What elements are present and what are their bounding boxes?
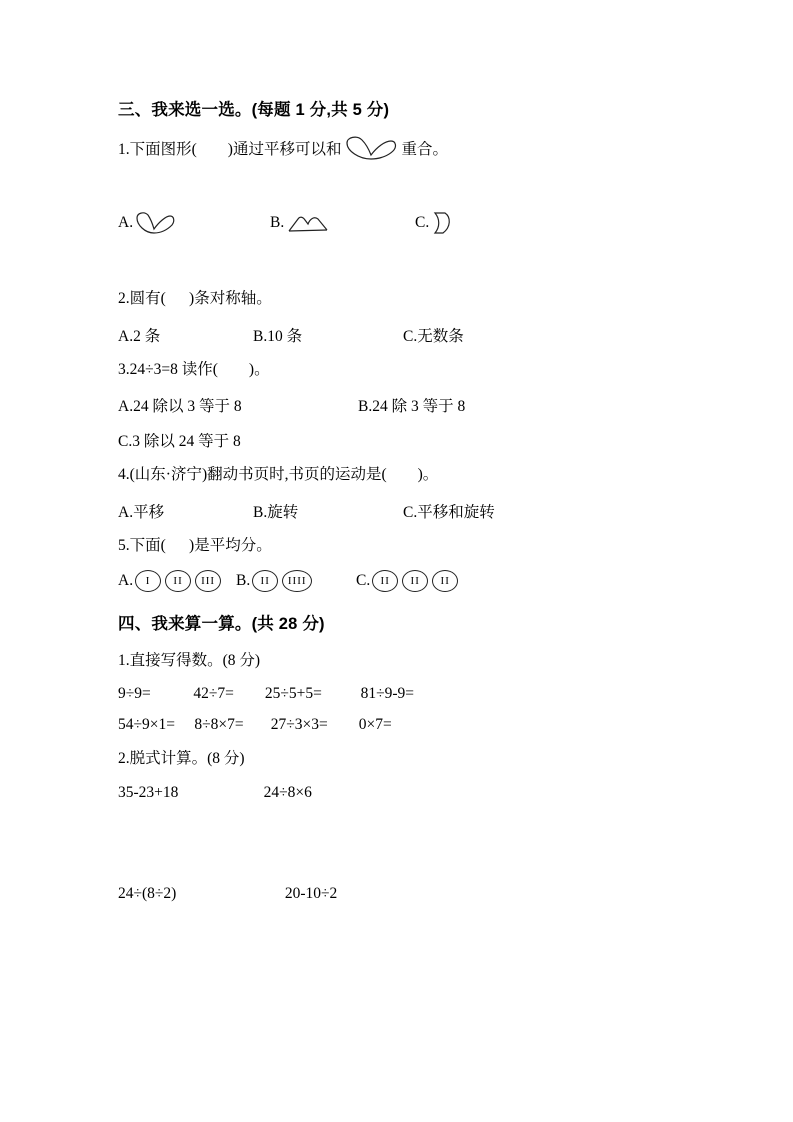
cloud-outline-icon xyxy=(286,175,330,271)
question-3-3: 3.24÷3=8 读作( )。 xyxy=(118,360,270,378)
heart-outline-icon xyxy=(135,175,175,271)
option-a[interactable] xyxy=(118,570,236,592)
section-4-heading: 四、我来算一算。(共 28 分) xyxy=(118,615,325,634)
tally-pill: II xyxy=(432,570,458,592)
question-4-1-row-2: 54÷9×1= 8÷8×7= 27÷3×3= 0×7= xyxy=(118,716,392,734)
option-c[interactable] xyxy=(356,570,458,592)
option-c-label: C. xyxy=(415,214,430,232)
option-c-label: C. xyxy=(356,572,371,590)
heart-outline-icon xyxy=(345,135,397,161)
question-3-1 xyxy=(118,135,675,161)
option-b[interactable]: B.24 除 3 等于 8 xyxy=(358,398,466,416)
option-b-label: B. xyxy=(270,214,285,232)
option-a[interactable]: A.平移 xyxy=(118,503,165,521)
question-3-3-options-row-2 xyxy=(118,429,675,451)
leaf-outline-icon xyxy=(431,174,462,272)
tally-pill: IIII xyxy=(282,570,312,592)
question-4-2-row-2: 24÷(8÷2) 20-10÷2 xyxy=(118,884,338,902)
option-a[interactable]: A.24 除以 3 等于 8 xyxy=(118,398,242,416)
section-3-heading: 三、我来选一选。(每题 1 分,共 5 分) xyxy=(118,101,390,119)
question-3-2: 2.圆有( )条对称轴。 xyxy=(118,290,272,308)
option-b[interactable]: B.旋转 xyxy=(253,503,299,521)
question-3-4-options xyxy=(118,500,675,522)
question-3-4: 4.(山东·济宁)翻动书页时,书页的运动是( )。 xyxy=(118,466,439,484)
option-a-label: A. xyxy=(118,214,134,232)
question-3-1-text-after: 重合。 xyxy=(401,141,448,159)
question-3-5: 5.下面( )是平均分。 xyxy=(118,536,272,554)
tally-group-a xyxy=(135,570,221,592)
option-c[interactable] xyxy=(415,174,462,272)
question-3-1-options xyxy=(118,174,675,272)
tally-pill: I xyxy=(135,570,161,592)
option-b[interactable]: B.10 条 xyxy=(253,327,303,345)
answer-space xyxy=(118,815,675,885)
question-4-1: 1.直接写得数。(8 分) xyxy=(118,651,261,669)
question-3-2-options xyxy=(118,324,675,346)
option-a-label: A. xyxy=(118,572,134,590)
question-4-1-row-1: 9÷9= 42÷7= 25÷5+5= 81÷9-9= xyxy=(118,685,415,703)
question-3-3-options-row-1 xyxy=(118,394,675,416)
option-b-label: B. xyxy=(236,572,251,590)
tally-pill: II xyxy=(372,570,398,592)
question-3-5-options xyxy=(118,570,675,592)
tally-group-b xyxy=(252,570,312,592)
tally-pill: II xyxy=(402,570,428,592)
question-4-2-row-1: 35-23+18 24÷8×6 xyxy=(118,783,312,801)
option-c[interactable]: C.无数条 xyxy=(403,327,464,345)
option-a[interactable]: A.2 条 xyxy=(118,327,161,345)
tally-pill: II xyxy=(252,570,278,592)
option-c[interactable]: C.平移和旋转 xyxy=(403,503,495,521)
option-b[interactable] xyxy=(236,570,356,592)
option-c[interactable]: C.3 除以 24 等于 8 xyxy=(118,433,241,451)
tally-group-c xyxy=(372,570,458,592)
option-b[interactable] xyxy=(270,175,415,271)
tally-pill: III xyxy=(195,570,221,592)
question-3-1-text-before: 1.下面图形( )通过平移可以和 xyxy=(118,141,342,159)
option-a[interactable] xyxy=(118,175,270,271)
question-4-2: 2.脱式计算。(8 分) xyxy=(118,750,245,768)
tally-pill: II xyxy=(165,570,191,592)
